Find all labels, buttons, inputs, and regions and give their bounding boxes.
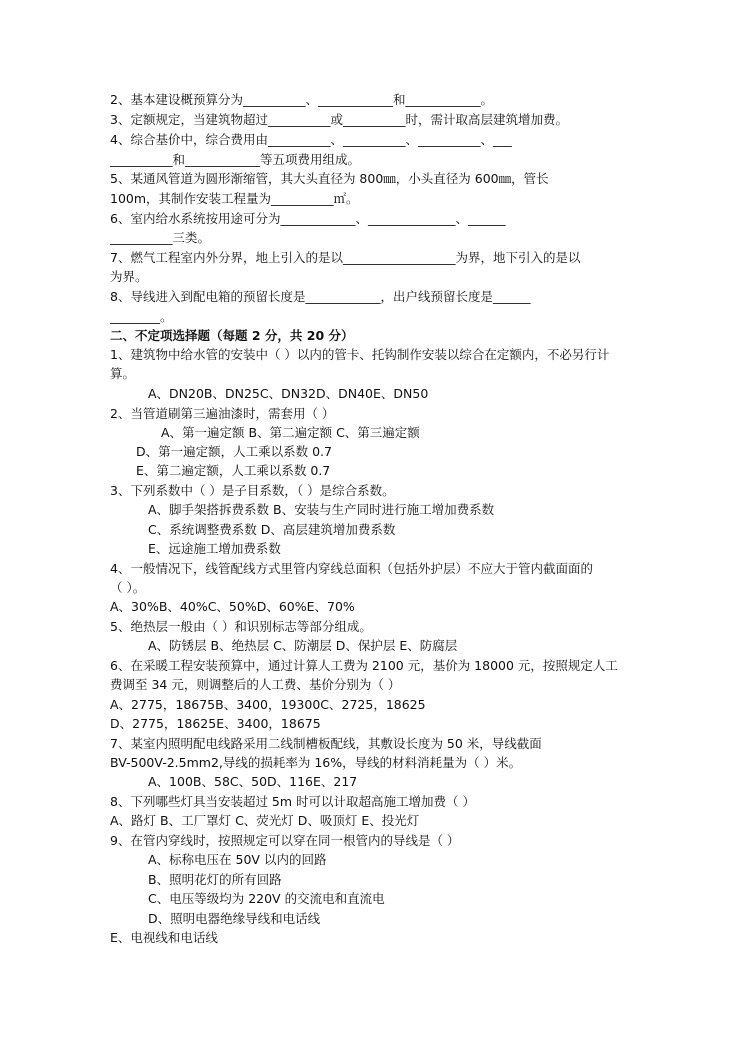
question-7-line1: 7、燃气工程室内外分界，地上引入的是以__________________为界，地下引入的是以 [110, 250, 581, 265]
mc-question-2-option-abc: A、第一遍定额 B、第二遍定额 C、第三遍定额 [161, 425, 420, 440]
mc-question-9-option-b: B、照明花灯的所有回路 [148, 872, 282, 887]
mc-question-3-option-ab: A、脚手架搭拆费系数 B、安装与生产同时进行施工增加费系数 [148, 502, 495, 517]
mc-question-1-line1: 1、建筑物中给水管的安装中（ ）以内的管卡、托钩制作安装以综合在定额内，不必另行计 [110, 347, 610, 362]
question-4-line1: 4、综合基价中，综合费用由__________、__________、__________、___ [110, 132, 512, 147]
mc-question-5-options: A、防锈层 B、绝热层 C、防潮层 D、保护层 E、防腐层 [148, 638, 458, 653]
mc-question-9-option-e: E、电视线和电话线 [110, 930, 218, 945]
question-6-line1: 6、室内给水系统按用途可分为____________、______________、______ [110, 211, 506, 226]
question-3: 3、定额规定，当建筑物超过__________或__________时，需计取高层建筑增加费。 [110, 112, 568, 127]
mc-question-9: 9、在管内穿线时，按照规定可以穿在同一根管内的导线是（ ） [110, 833, 460, 848]
mc-question-1-options: A、DN20B、DN25C、DN32D、DN40E、DN50 [148, 386, 429, 401]
question-4-line2: __________和____________等五项费用组成。 [110, 152, 361, 167]
mc-question-6-line2: 费调至 34 元，则调整后的人工费、基价分别为（ ） [110, 677, 401, 692]
mc-question-6-option-abc: A、2775，18675B、3400，19300C、2725，18625 [110, 697, 426, 712]
question-2: 2、基本建设概预算分为__________、____________和____________。 [110, 92, 493, 107]
mc-question-2-option-d: D、第一遍定额，人工乘以系数 0.7 [136, 444, 332, 459]
mc-question-6-option-de: D、2775，18625E、3400，18675 [110, 716, 321, 731]
question-8-line2: ________。 [110, 309, 173, 324]
mc-question-4-line2: （ ）。 [110, 580, 146, 595]
mc-question-5: 5、绝热层一般由（ ）和识别标志等部分组成。 [110, 619, 372, 634]
mc-question-3: 3、下列系数中（ ）是子目系数，（ ）是综合系数。 [110, 483, 395, 498]
mc-question-4-line1: 4、一般情况下，线管配线方式里管内穿线总面积（包括外护层）不应大于管内截面面的 [110, 561, 593, 576]
mc-question-3-option-cd: C、系统调整费系数 D、高层建筑增加费系数 [148, 522, 396, 537]
mc-question-6-line1: 6、在采暖工程安装预算中，通过计算人工费为 2100 元，基价为 18000 元，按照规定人工 [110, 658, 618, 673]
mc-question-9-option-c: C、电压等级均为 220V 的交流电和直流电 [148, 891, 385, 906]
mc-question-7-line2: BV-500V-2.5mm2,导线的损耗率为 16%，导线的材料消耗量为（ ）米。 [110, 755, 522, 770]
mc-question-8-options: A、路灯 B、工厂罩灯 C、荧光灯 D、吸顶灯 E、投光灯 [110, 813, 420, 828]
mc-question-4-options: A、30%B、40%C、50%D、60%E、70% [110, 599, 355, 614]
mc-question-7-options: A、100B、58C、50D、116E、217 [148, 774, 358, 789]
mc-question-7-line1: 7、某室内照明配电线路采用二线制槽板配线，其敷设长度为 50 米，导线截面 [110, 736, 542, 751]
mc-question-8: 8、下列哪些灯具当安装超过 5m 时可以计取超高施工增加费（ ） [110, 794, 476, 809]
mc-question-1-line2: 算。 [110, 366, 136, 381]
question-6-line2: __________三类。 [110, 230, 211, 245]
question-8-line1: 8、导线进入到配电箱的预留长度是____________，出户线预留长度是______ [110, 289, 531, 304]
mc-question-9-option-a: A、标称电压在 50V 以内的回路 [148, 852, 327, 867]
mc-question-3-option-e: E、远途施工增加费系数 [148, 541, 281, 556]
mc-question-2: 2、当管道刷第三遍油漆时，需套用（ ） [110, 406, 335, 421]
mc-question-2-option-e: E、第二遍定额，人工乘以系数 0.7 [136, 463, 331, 478]
question-5-line2: 100m，其制作安装工程量为__________㎡。 [110, 191, 359, 206]
question-7-line2: 为界。 [110, 269, 148, 284]
mc-question-9-option-d: D、照明电器绝缘导线和电话线 [148, 911, 321, 926]
section-heading: 二、不定项选择题（每题 2 分，共 20 分） [110, 328, 354, 343]
question-5-line1: 5、某通风管道为圆形渐缩管，其大头直径为 800㎜，小头直径为 600㎜，管长 [110, 171, 549, 186]
